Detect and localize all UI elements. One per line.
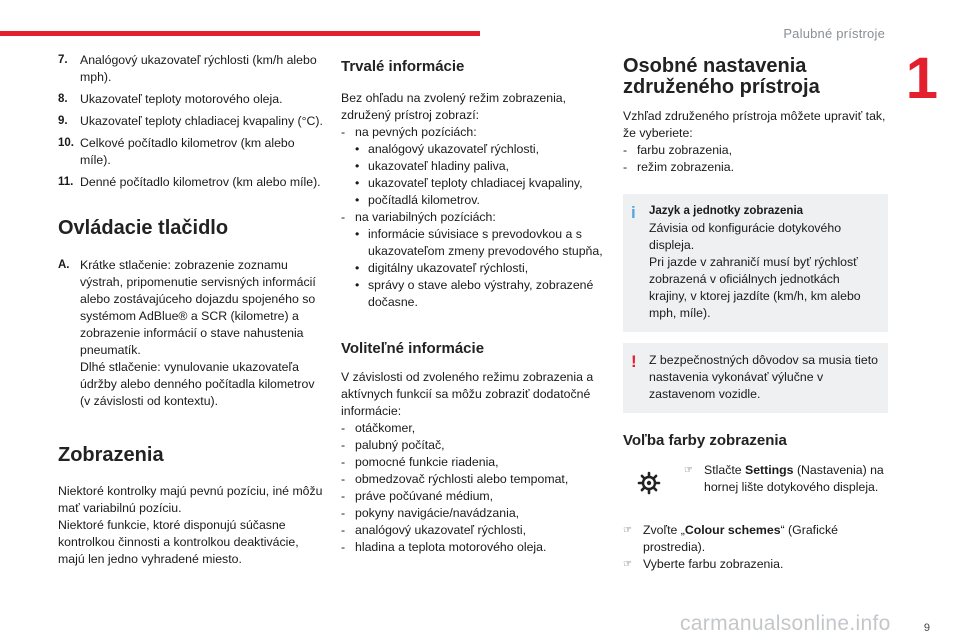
column-right — [623, 52, 888, 573]
info-box-text-2: Pri jazde v zahraničí musí byť rýchlosť zobrazená v oficiálnych jednotkách krajiny, v ktorej jazdíte (km/h, km alebo mph, míle). — [649, 255, 861, 320]
list-item: - obmedzovač rýchlosti alebo tempomat, — [341, 472, 569, 486]
zobrazenia-paragraph-2: Niektoré funkcie, ktoré disponujú súčasne kontrolkou činnosti a kontrolkou deaktivácie, majú len jedno vyhradené miesto. — [58, 518, 299, 566]
column-middle — [341, 52, 603, 556]
column-left — [58, 52, 323, 568]
trvale-intro: Bez ohľadu na zvolený režim zobrazenia, združený prístroj zobrazí: — [341, 91, 567, 122]
legend-item — [58, 52, 323, 86]
select-colour-instruction: ☞ Vyberte farbu zobrazenia. — [623, 557, 784, 571]
list-item: - pokyny navigácie/navádzania, — [341, 506, 520, 520]
fixed-positions-label: - na pevných pozíciách: — [341, 125, 477, 139]
settings-gear-icon — [637, 471, 661, 495]
legend-number: 11. — [58, 176, 74, 188]
legend-text: Analógový ukazovateľ rýchlosti (km/h alebo mph). — [80, 53, 317, 84]
zobrazenia-paragraph-1: Niektoré kontrolky majú pevnú pozíciu, iné môžu mať variabilnú pozíciu. — [58, 484, 323, 515]
list-item: • ukazovateľ hladiny paliva, — [355, 159, 509, 173]
colour-schemes-instruction: ☞ Zvoľte „Colour schemes“ (Grafické prostredia). — [623, 523, 838, 554]
heading-osobne-nastavenia: Osobné nastavenia združeného prístroja — [623, 55, 820, 98]
variable-positions-list — [341, 226, 603, 311]
header-accent-bar — [0, 31, 480, 36]
step-arrow-icon: ☞ — [684, 465, 693, 476]
info-box-text-1: Závisia od konfigurácie dotykového displeja. — [649, 221, 842, 252]
settings-step — [623, 462, 888, 506]
warning-box — [623, 343, 888, 413]
legend-text: Ukazovateľ teploty chladiacej kvapaliny (°C). — [80, 114, 323, 128]
legend-item-a — [58, 257, 323, 410]
step-arrow-icon: ☞ — [623, 559, 632, 570]
step-arrow-icon: ☞ — [623, 525, 632, 536]
legend-text: Ukazovateľ teploty motorového oleja. — [80, 92, 283, 106]
legend-number: 10. — [58, 137, 74, 149]
legend-item — [58, 113, 323, 130]
heading-volitelne-informacie: Voliteľné informácie — [341, 340, 485, 357]
section-header-title: Palubné prístroje — [783, 26, 885, 41]
list-item: • ukazovateľ teploty chladiacej kvapaliny, — [355, 176, 583, 190]
legend-number: 8. — [58, 93, 68, 105]
volitelne-intro: V závislosti od zvoleného režimu zobrazenia a aktívnych funkcií sa môžu zobraziť dodatočné informácie: — [341, 370, 594, 418]
legend-number: 9. — [58, 115, 68, 127]
legend-item — [58, 174, 323, 191]
heading-ovladacie-tlacidlo: Ovládacie tlačidlo — [58, 217, 229, 239]
short-press-text: Krátke stlačenie: zobrazenie zoznamu výstrah, pripomenutie servisných informácií alebo zostávajúceho dojazdu spojeného so systémom AdBlue® a SCR (kilometre) a zobrazenie informácií o stave nahustenia pneumatík. — [80, 258, 316, 357]
osobne-intro: Vzhľad združeného prístroja môžete upraviť tak, že vyberiete: — [623, 109, 886, 140]
variable-positions-label: - na variabilných pozíciách: — [341, 210, 496, 224]
optional-info-list — [341, 420, 603, 556]
legend-text: Denné počítadlo kilometrov (km alebo míle). — [80, 175, 321, 189]
info-icon: i — [631, 203, 636, 222]
list-item: • analógový ukazovateľ rýchlosti, — [355, 142, 540, 156]
legend-list — [58, 52, 323, 191]
heading-trvale-informacie: Trvalé informácie — [341, 58, 465, 75]
watermark: carmanualsonline.info — [680, 612, 891, 635]
list-item: - hladina a teplota motorového oleja. — [341, 540, 547, 554]
list-item: - palubný počítač, — [341, 438, 445, 452]
warning-text: Z bezpečnostných dôvodov sa musia tieto nastavenia vykonávať výlučne v zastavenom vozidle. — [649, 353, 878, 401]
list-item: - farbu zobrazenia, — [623, 143, 733, 157]
osobne-options-list — [623, 142, 888, 176]
chapter-number: 1 — [905, 46, 938, 111]
list-item: • digitálny ukazovateľ rýchlosti, — [355, 261, 529, 275]
legend-number: 7. — [58, 54, 68, 66]
list-item: - analógový ukazovateľ rýchlosti, — [341, 523, 527, 537]
list-item: • informácie súvisiace s prevodovkou a s ukazovateľom zmeny prevodového stupňa, — [355, 227, 603, 258]
legend-text: Celkové počítadlo kilometrov (km alebo míle). — [80, 136, 295, 167]
long-press-text: Dlhé stlačenie: vynulovanie ukazovateľa údržby alebo denného počítadla kilometrov (v závislosti od kontextu). — [80, 360, 315, 408]
legend-letter: A. — [58, 259, 70, 271]
settings-instruction: ☞ Stlačte Settings (Nastavenia) na hornej lište dotykového displeja. — [684, 463, 884, 494]
legend-item — [58, 135, 323, 169]
list-item: - otáčkomer, — [341, 421, 416, 435]
list-item: - pomocné funkcie riadenia, — [341, 455, 499, 469]
list-item: • počítadlá kilometrov. — [355, 193, 480, 207]
heading-volba-farby: Voľba farby zobrazenia — [623, 432, 787, 449]
list-item: • správy o stave alebo výstrahy, zobrazené dočasne. — [355, 278, 594, 309]
heading-zobrazenia: Zobrazenia — [58, 444, 164, 466]
list-item: - práve počúvané médium, — [341, 489, 494, 503]
fixed-positions-list — [341, 141, 603, 209]
info-box-title: Jazyk a jednotky zobrazenia — [649, 205, 804, 217]
page-number: 9 — [923, 622, 930, 634]
warning-icon: ! — [631, 352, 637, 371]
info-box-language — [623, 194, 888, 332]
legend-item — [58, 91, 323, 108]
list-item: - režim zobrazenia. — [623, 160, 735, 174]
